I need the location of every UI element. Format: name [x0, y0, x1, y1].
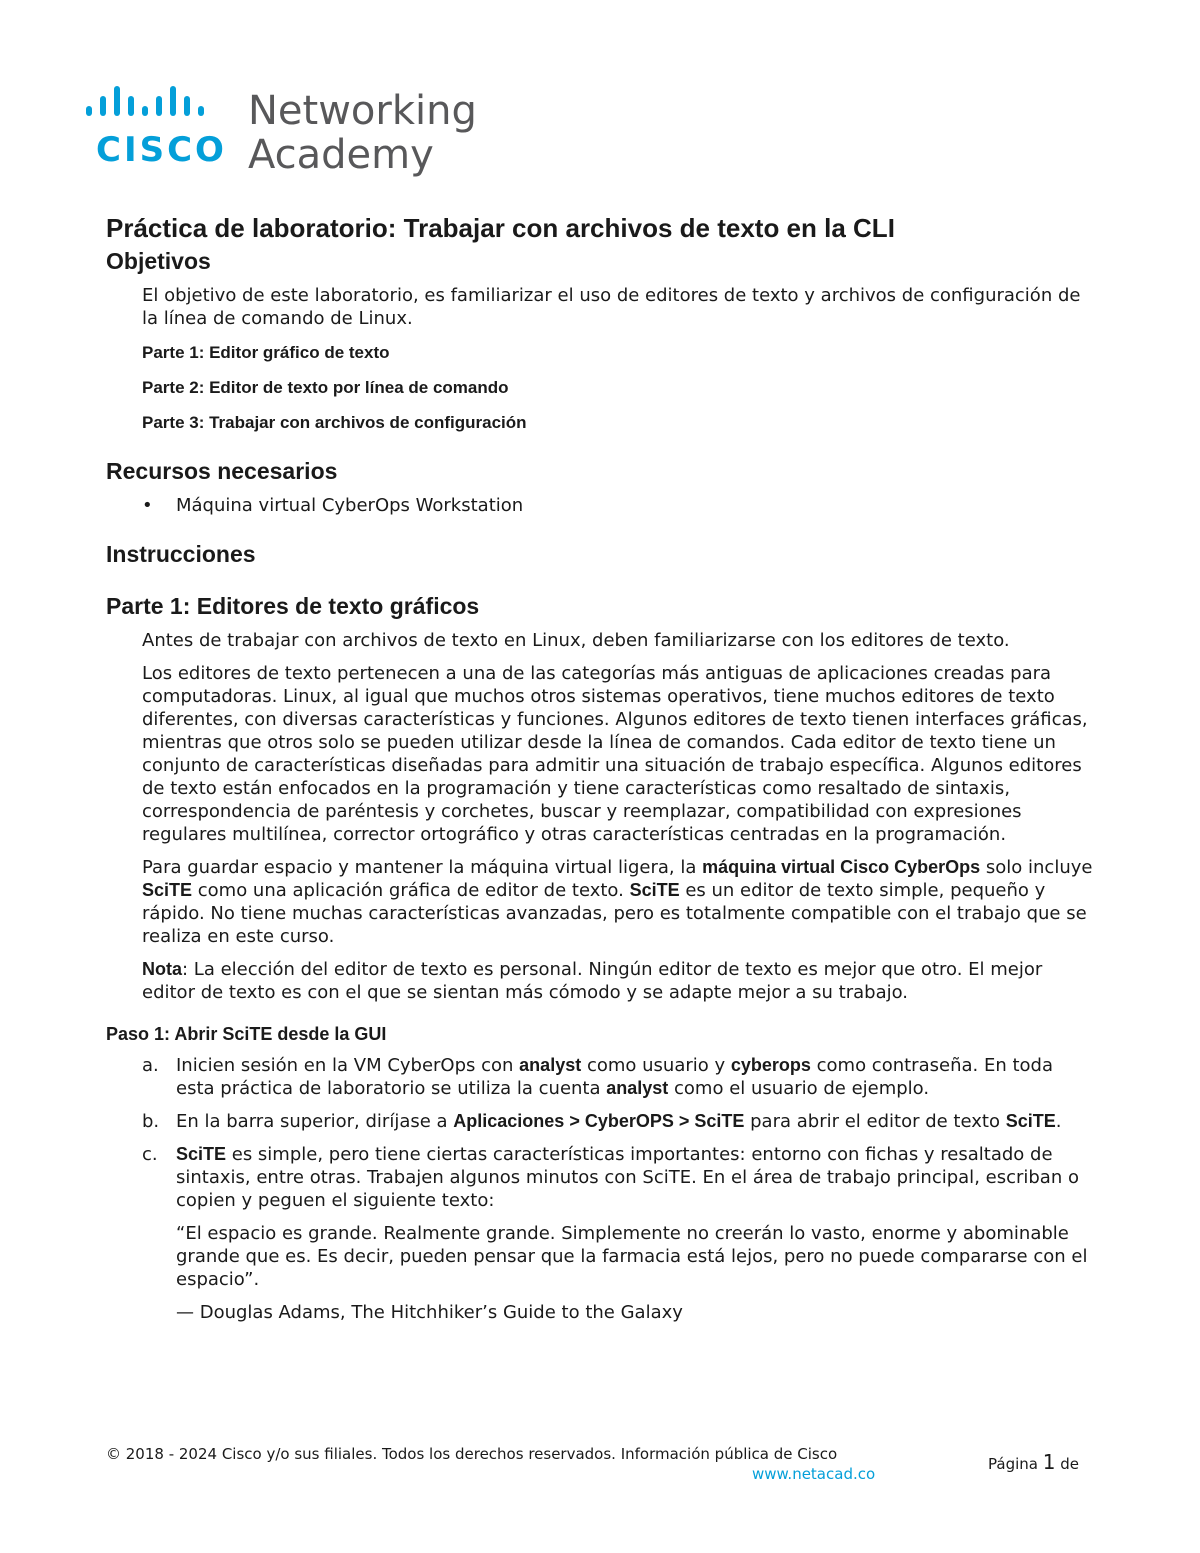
- list-marker: b.: [142, 1111, 160, 1132]
- objectives-intro: El objetivo de este laboratorio, es familiarizar el uso de editores de texto y archivos de configuración de la línea de comando de Linux.: [142, 285, 1081, 329]
- objective-part-1: Parte 1: Editor gráfico de texto: [142, 343, 390, 362]
- cisco-bars-icon: [86, 88, 226, 128]
- objective-part-3: Parte 3: Trabajar con archivos de configuración: [142, 413, 527, 432]
- footer-url-link[interactable]: www.netacad.co: [752, 1465, 876, 1483]
- objective-part-2: Parte 2: Editor de texto por línea de comando: [142, 378, 509, 397]
- page-title: Práctica de laboratorio: Trabajar con archivos de texto en la CLI: [106, 213, 895, 243]
- douglas-adams-quote: “El espacio es grande. Realmente grande. Simplemente no creerán lo vasto, enorme y abominable grande que es. Es decir, pueden pensar que la farmacia está lejos, pero no puede compararse con el espacio”.: [176, 1223, 1088, 1290]
- footer-copyright: © 2018 - 2024 Cisco y/o sus filiales. Todos los derechos reservados. Información pública de Cisco: [106, 1445, 838, 1463]
- list-marker: a.: [142, 1055, 159, 1076]
- quote-attribution: — Douglas Adams, The Hitchhiker’s Guide to the Galaxy: [176, 1302, 683, 1323]
- step1-item-a: a. Inicien sesión en la VM CyberOps con analyst como usuario y cyberops como contraseña. En toda esta práctica de laboratorio se utiliza la cuenta analyst como el usuario de ejemplo.: [142, 1055, 1053, 1099]
- resources-heading: Recursos necesarios: [106, 458, 338, 484]
- cisco-networking-academy-logo: [86, 88, 486, 178]
- list-marker: c.: [142, 1144, 158, 1165]
- part1-paragraph-1: Antes de trabajar con archivos de texto en Linux, deben familiarizarse con los editores de texto.: [142, 630, 1010, 651]
- cisco-wordmark: CISCO: [96, 130, 227, 170]
- step1-item-b: b. En la barra superior, diríjase a Aplicaciones > CyberOPS > SciTE para abrir el editor de texto SciTE.: [142, 1111, 1062, 1132]
- part1-paragraph-3: Para guardar espacio y mantener la máquina virtual ligera, la máquina virtual Cisco CyberOps solo incluye SciTE como una aplicación gráfica de editor de texto. SciTE es un editor de texto simple, pequeño y rápido. No tiene muchas características avanzadas, pero es totalmente compatible con el trabajo que se realiza en este curso.: [142, 857, 1093, 947]
- resource-item: [106, 494, 1096, 517]
- logo-academy: Academy: [248, 132, 434, 178]
- part1-note: Nota: La elección del editor de texto es personal. Ningún editor de texto es mejor que otro. El mejor editor de texto es con el que se sientan más cómodo y se adapte mejor a su trabajo.: [142, 959, 1043, 1003]
- step1-item-c: c. SciTE es simple, pero tiene ciertas características importantes: entorno con fichas y resaltado de sintaxis, entre otras. Trabajen algunos minutos con SciTE. En el área de trabajo principal, escriban o copien y peguen el siguiente texto:: [142, 1144, 1079, 1211]
- instructions-heading: Instrucciones: [106, 541, 256, 567]
- step1-heading: Paso 1: Abrir SciTE desde la GUI: [106, 1024, 387, 1044]
- logo-networking: Networking: [248, 88, 477, 134]
- page-number: Página 1 de: [988, 1450, 1079, 1474]
- bullet: •: [142, 495, 153, 516]
- resource-item-text: Máquina virtual CyberOps Workstation: [176, 495, 524, 516]
- objectives-heading: Objetivos: [106, 248, 211, 274]
- document-body: [106, 210, 1096, 1324]
- part1-paragraph-2: Los editores de texto pertenecen a una de las categorías más antiguas de aplicaciones creadas para computadoras. Linux, al igual que muchos otros sistemas operativos, tiene muchos editores de texto diferentes, con diversas características y funciones. Algunos editores de texto tienen interfaces gráficas, mientras que otros solo se pueden utilizar desde la línea de comandos. Cada editor de texto tiene un conjunto de características diseñadas para admitir una situación de trabajo específica. Algunos editores de texto están enfocados en la programación y tiene características como resaltado de sintaxis, correspondencia de paréntesis y corchetes, buscar y reemplazar, compatibilidad con expresiones regulares multilínea, corrector ortográfico y otras características centradas en la programación.: [142, 663, 1088, 845]
- part1-heading: Parte 1: Editores de texto gráficos: [106, 593, 480, 619]
